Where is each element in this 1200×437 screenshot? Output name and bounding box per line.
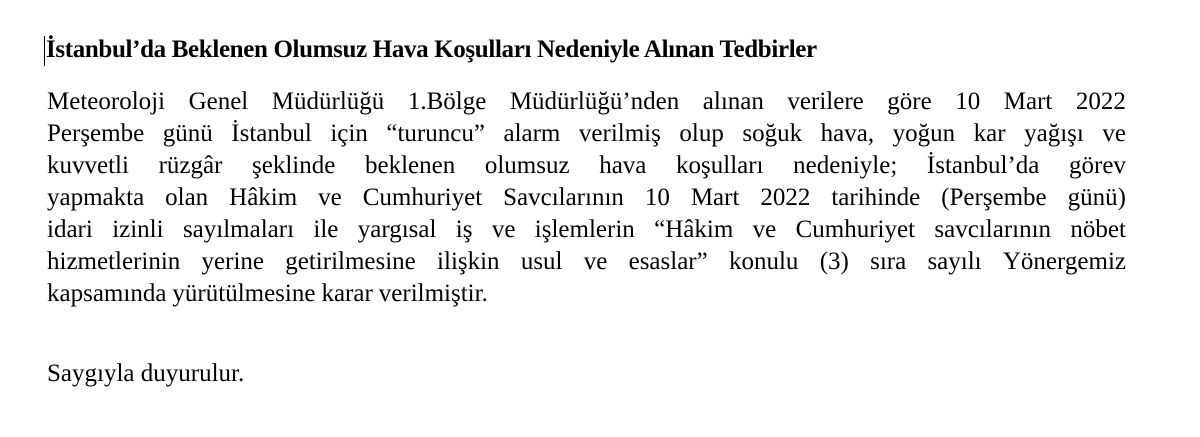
word: sayılı bbox=[927, 248, 982, 275]
paragraph-line-7 bbox=[47, 278, 1126, 310]
word: İstanbul bbox=[231, 120, 312, 147]
title-block bbox=[44, 30, 1174, 70]
word: için bbox=[330, 120, 368, 147]
word: 10 bbox=[955, 88, 981, 115]
word: konulu bbox=[728, 248, 799, 275]
word: usul bbox=[520, 248, 563, 275]
word: Savcılarının bbox=[503, 184, 624, 211]
word: yapmakta bbox=[47, 184, 145, 211]
closing-remark: Saygıyla duyurulur. bbox=[47, 360, 245, 387]
word: hava bbox=[599, 152, 647, 179]
word: 10 bbox=[644, 184, 670, 211]
word: olan bbox=[165, 184, 209, 211]
word: olumsuz bbox=[484, 152, 570, 179]
word: Cumhuriyet bbox=[362, 184, 483, 211]
announcement-paragraph bbox=[47, 86, 1126, 346]
word: olup bbox=[679, 120, 724, 147]
word: yargısal bbox=[357, 216, 437, 243]
word: 2022 bbox=[1075, 88, 1126, 115]
word: izinli bbox=[112, 216, 164, 243]
word: yürütülmesine bbox=[172, 280, 316, 307]
word: koşulları bbox=[676, 152, 764, 179]
paragraph-line-4 bbox=[47, 182, 1126, 214]
word: göre bbox=[887, 88, 932, 115]
word: hava, bbox=[820, 120, 875, 147]
paragraph-line-5 bbox=[47, 214, 1126, 246]
word: beklenen bbox=[364, 152, 456, 179]
word: sayılmaları bbox=[182, 216, 295, 243]
word: alarm bbox=[503, 120, 561, 147]
word: şeklinde bbox=[252, 152, 336, 179]
paragraph-line-6 bbox=[47, 246, 1126, 278]
word: getirilmesine bbox=[285, 248, 416, 275]
word: iş bbox=[455, 216, 473, 243]
word: verilere bbox=[787, 88, 864, 115]
word: Müdürlüğü bbox=[271, 88, 385, 115]
word: verilmiştir. bbox=[378, 280, 488, 307]
word: soğuk bbox=[742, 120, 803, 147]
word: ile bbox=[313, 216, 339, 243]
document-title: İstanbul’da Beklenen Olumsuz Hava Koşulları Nedeniyle Alınan Tedbirler bbox=[46, 36, 817, 63]
text-cursor bbox=[44, 36, 45, 66]
word: nöbet bbox=[1070, 216, 1126, 243]
word: ve bbox=[1102, 120, 1126, 147]
paragraph-line-1 bbox=[47, 86, 1126, 118]
word: yağışı bbox=[1024, 120, 1084, 147]
word: işlemlerin bbox=[534, 216, 635, 243]
word: Müdürlüğü’nden bbox=[509, 88, 680, 115]
word: günü) bbox=[1067, 184, 1126, 211]
word: ilişkin bbox=[437, 248, 500, 275]
word: ve bbox=[491, 216, 516, 243]
word: kar bbox=[973, 120, 1006, 147]
word: 1.Bölge bbox=[407, 88, 487, 115]
word: görev bbox=[1069, 152, 1126, 179]
word: hizmetlerinin bbox=[47, 248, 181, 275]
word: 2022 bbox=[760, 184, 811, 211]
word: yerine bbox=[201, 248, 265, 275]
word: “Hâkim bbox=[654, 216, 734, 243]
word: (Perşembe bbox=[941, 184, 1047, 211]
paragraph-line-2 bbox=[47, 118, 1126, 150]
word: ve bbox=[752, 216, 777, 243]
word: esaslar” bbox=[628, 248, 708, 275]
word: karar bbox=[321, 280, 373, 307]
word: Mart bbox=[690, 184, 740, 211]
word: (3) bbox=[819, 248, 849, 275]
word: Meteoroloji bbox=[47, 88, 166, 115]
word: tarihinde bbox=[831, 184, 921, 211]
word: Hâkim bbox=[229, 184, 298, 211]
word: rüzgâr bbox=[158, 152, 223, 179]
word: “turuncu” bbox=[386, 120, 485, 147]
word: yoğun bbox=[892, 120, 956, 147]
word: Yönergemiz bbox=[1002, 248, 1126, 275]
word: Mart bbox=[1003, 88, 1053, 115]
word: savcılarının bbox=[934, 216, 1052, 243]
word: verilmiş bbox=[578, 120, 661, 147]
word: günü bbox=[162, 120, 213, 147]
word: kapsamında bbox=[47, 280, 167, 307]
word: Cumhuriyet bbox=[795, 216, 916, 243]
word: Genel bbox=[188, 88, 249, 115]
word: kuvvetli bbox=[47, 152, 129, 179]
word: ve bbox=[318, 184, 342, 211]
word: Perşembe bbox=[47, 120, 145, 147]
paragraph-line-3 bbox=[47, 150, 1126, 182]
word: nedeniyle; bbox=[793, 152, 898, 179]
word: ve bbox=[583, 248, 608, 275]
word: İstanbul’da bbox=[926, 152, 1040, 179]
word: alınan bbox=[702, 88, 764, 115]
word: idari bbox=[47, 216, 93, 243]
word: sıra bbox=[870, 248, 907, 275]
